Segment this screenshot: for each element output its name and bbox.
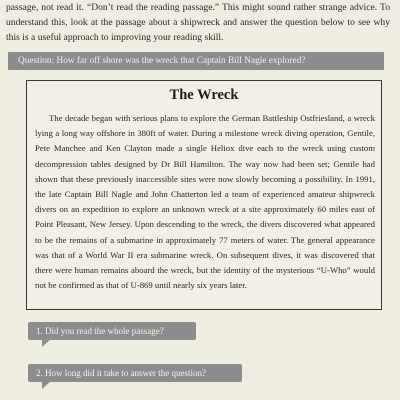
follow-up-question-1-text: 1. Did you read the whole passage? bbox=[36, 326, 164, 336]
intro-text: passage, not read it. “Don’t read the reading passage.” This might sound rather strange advice. To understand this, look at the passage about a shipwreck and answer the question below to see why this is a useful approach to improving your reading skill. bbox=[6, 2, 390, 43]
follow-up-question-2 bbox=[28, 364, 242, 382]
passage-title: The Wreck bbox=[169, 87, 239, 103]
speech-tail-icon bbox=[42, 339, 51, 347]
question-banner: Question: How far off shore was the wreck that Captain Bill Nagle explored? bbox=[8, 52, 384, 70]
intro-paragraph bbox=[6, 0, 390, 45]
follow-up-question-2-text: 2. How long did it take to answer the question? bbox=[36, 368, 206, 378]
follow-up-question-1 bbox=[28, 322, 196, 340]
passage-box bbox=[26, 80, 382, 310]
passage-body: The decade began with serious plans to explore the German Battleship Ostfriesland, a wreck lying a long way offshore in 380ft of water. During a milestone wreck diving operation, Gentile, Pete Manchee and Ken Clayton made a single Heliox dive each to the wreck using custom decompression tables designed by Dr Bill Hamilton. The way now had been set; Gentile had shown that these previously inaccessible sites were now slowly becoming a possibility. In 1991, the late Captain Bill Nagle and John Chatterton led a team of experienced amateur shipwreck divers on an expedition to explore an unknown wreck at a site approximately 60 miles east of Point Pleasant, New Jersey. Upon descending to the wreck, the divers discovered what appeared to be the remains of a submarine in approximately 77 meters of water. The general appearance was that of a World War II era submarine wreck. On subsequent dives, it was discovered that there were human remains aboard the wreck, but the identity of the mysterious “U-Who” would not be confirmed as that of U-869 until nearly six years later. bbox=[35, 113, 375, 291]
speech-tail-icon bbox=[42, 381, 51, 389]
